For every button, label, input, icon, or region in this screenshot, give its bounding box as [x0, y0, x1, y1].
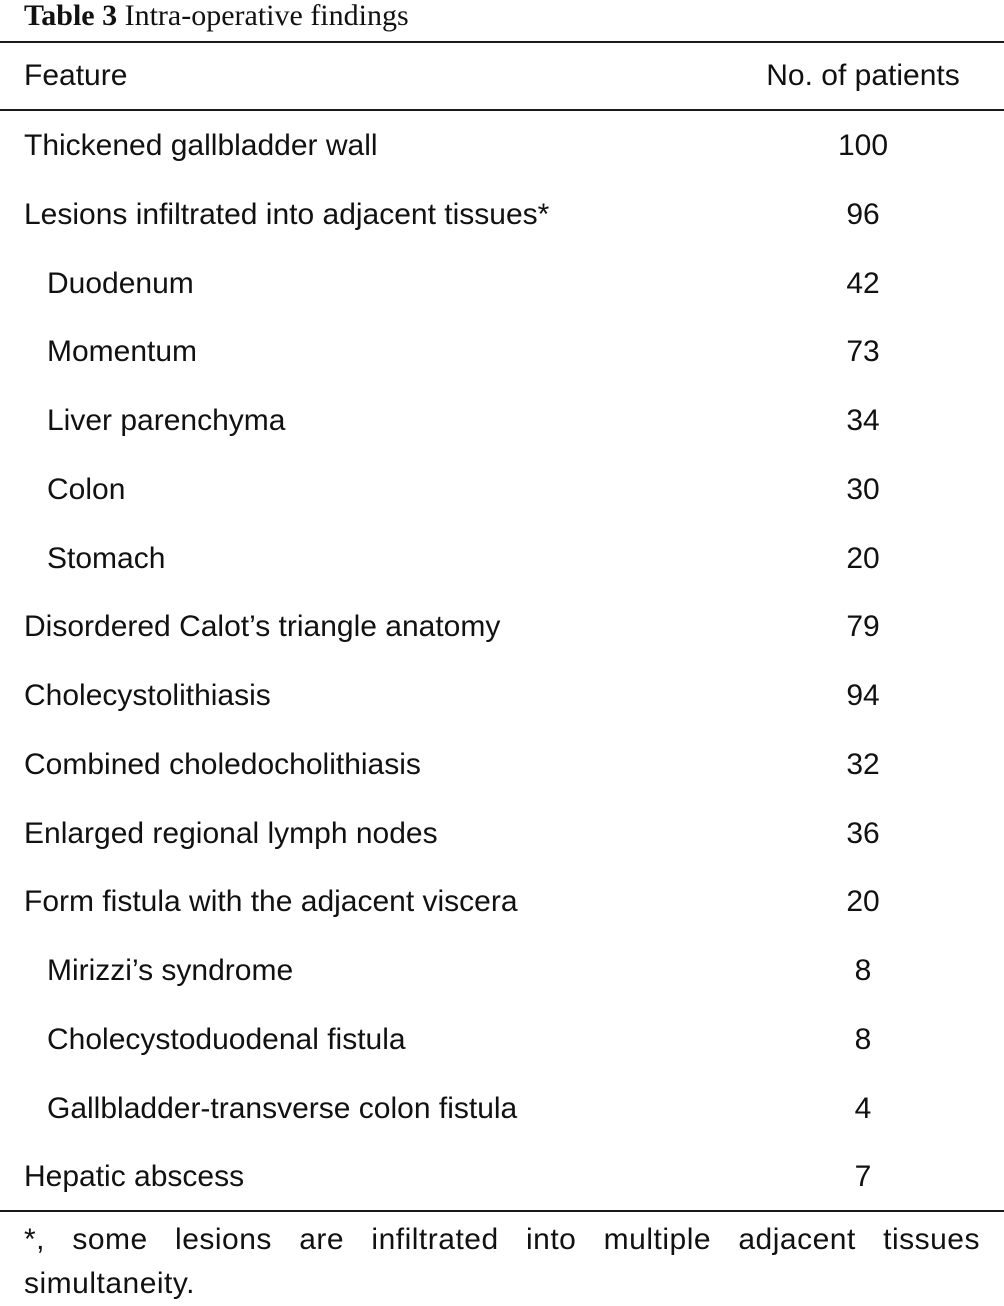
row-count: 34: [846, 404, 880, 437]
row-feature: Lesions infiltrated into adjacent tissues*: [24, 197, 550, 231]
row-count: 96: [846, 197, 880, 231]
table-row: [0, 800, 1004, 869]
table-row: [0, 937, 1004, 1006]
row-feature: Form fistula with the adjacent viscera: [24, 885, 518, 919]
row-count: 32: [846, 747, 880, 781]
row-feature: Thickened gallbladder wall: [24, 129, 378, 162]
table-title: Intra-operative findings: [124, 0, 409, 32]
row-feature: Duodenum: [47, 266, 194, 300]
table-header-row: [0, 43, 1004, 109]
table-row: [0, 250, 1004, 319]
row-count: 8: [854, 954, 872, 987]
table-row: [0, 112, 1004, 181]
row-feature: Mirizzi’s syndrome: [47, 954, 294, 987]
table-row: [0, 456, 1004, 525]
table-row: [0, 387, 1004, 456]
header-count: No. of patients: [766, 59, 960, 92]
row-feature: Hepatic abscess: [24, 1160, 245, 1194]
table-label: Table 3: [24, 0, 118, 32]
row-feature: Liver parenchyma: [47, 404, 286, 437]
table-row: [0, 525, 1004, 594]
header-feature: Feature: [24, 59, 128, 92]
table-body: [0, 112, 1004, 1212]
row-feature: Momentum: [47, 335, 198, 369]
table-bottom-rule: [0, 1210, 1004, 1212]
table-row: [0, 731, 1004, 800]
row-count: 30: [846, 472, 880, 506]
row-feature: Combined choledocholithiasis: [24, 747, 421, 781]
row-feature: Disordered Calot’s triangle anatomy: [24, 610, 501, 644]
table-row: [0, 593, 1004, 662]
row-feature: Colon: [47, 472, 126, 506]
table-row: [0, 662, 1004, 731]
row-feature: Cholecystoduodenal fistula: [47, 1022, 406, 1056]
row-count: 100: [837, 129, 889, 162]
row-count: 20: [846, 885, 880, 919]
table-row: [0, 181, 1004, 250]
row-count: 73: [846, 335, 880, 369]
row-count: 20: [846, 541, 880, 575]
row-count: 94: [846, 679, 880, 712]
row-count: 4: [854, 1091, 872, 1125]
row-feature: Gallbladder-transverse colon fistula: [47, 1091, 518, 1125]
table-row: [0, 318, 1004, 387]
table-caption: [24, 0, 409, 36]
table-row: [0, 1006, 1004, 1075]
table-header-rule: [0, 109, 1004, 111]
row-count: 36: [846, 816, 880, 850]
row-count: 79: [846, 610, 880, 644]
row-feature: Stomach: [47, 541, 166, 575]
row-count: 8: [854, 1022, 872, 1056]
row-count: 42: [846, 266, 880, 300]
row-feature: Cholecystolithiasis: [24, 679, 271, 712]
table-footnote: *, some lesions are infiltrated into multiple adjacent tissues simultaneity.: [24, 1223, 980, 1300]
row-feature: Enlarged regional lymph nodes: [24, 816, 438, 850]
table-row: [0, 1143, 1004, 1212]
table-row: [0, 868, 1004, 937]
row-count: 7: [854, 1160, 872, 1194]
table-row: [0, 1075, 1004, 1144]
